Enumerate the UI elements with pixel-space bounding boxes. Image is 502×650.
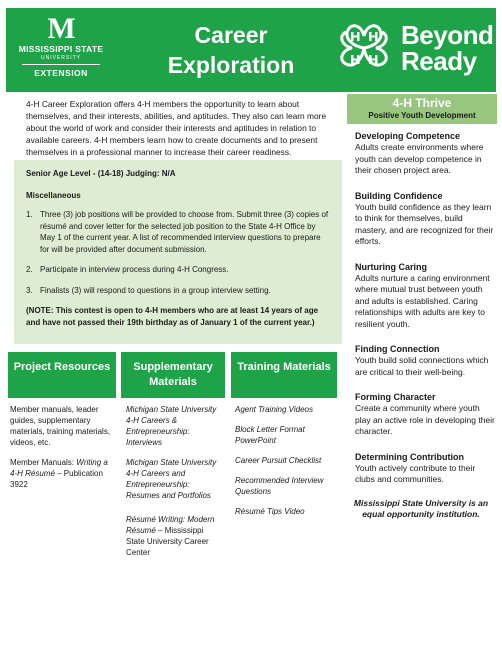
thrive-body [347,124,497,486]
thrive-section-heading: Finding Connection [355,344,440,354]
brand-line-2: Ready [401,46,477,76]
supplementary-item[interactable]: Michigan State University 4-H Careers & Entrepreneurship: Interviews [126,405,217,447]
training-materials-heading: Training Materials [231,352,337,398]
training-item[interactable]: Block Letter Format PowerPoint [235,425,305,445]
misc-list [26,209,332,296]
header-banner [6,8,496,92]
training-materials-body [231,398,337,532]
thrive-section-heading: Forming Character [355,392,436,402]
list-item-number: 2. [26,265,33,274]
training-item[interactable]: Agent Training Videos [235,405,313,414]
thrive-section [355,261,497,331]
msu-mark: M [47,12,75,45]
thrive-section-heading: Developing Competence [355,131,461,141]
misc-heading: Miscellaneous [26,190,81,200]
supplementary-materials-column [121,352,225,573]
list-item-text: Finalists (3) will respond to questions in a group interview setting. [40,285,271,295]
judging-box [14,160,342,344]
supplementary-item-title: Résumé Writing: Modern Résumé [126,515,215,535]
thrive-section-heading: Determining Contribution [355,451,464,462]
equal-opportunity-statement: Mississippi State University is an equal opportunity institution. [353,497,489,519]
judging-level-line: Senior Age Level - (14-18) Judging: N/A [26,169,176,178]
msu-name: MISSISSIPPI STATE [18,44,104,54]
project-resources-column [8,352,116,505]
member-manual-publication: – Publication 3922 [10,469,103,489]
list-item-text: Participate in interview process during 4-H Congress. [40,265,229,274]
thrive-section-text: Youth actively contribute to their clubs and communities. [355,462,476,484]
list-item [26,285,332,297]
supplementary-item[interactable]: Michigan State University 4-H Careers and Entrepreneurship: Resumes and Portfolios [126,458,217,500]
thrive-section-text: Youth build solid connections which are critical to their well-being. [355,355,489,377]
thrive-section [355,451,497,486]
thrive-title: 4-H Thrive [392,96,452,110]
list-item-text: Three (3) job positions will be provided to choose from. Submit three (3) copies of résumé and cover letter for the selected job position to the State 4-H Office by May 1 of the current year. A list of recommended interview questions to prepare for will be provided after document submission. [40,210,329,254]
title-line-2: Exploration [167,52,295,78]
training-materials-column [231,352,337,532]
msu-university: UNIVERSITY [40,55,81,61]
project-resources-body [8,398,116,505]
member-manuals-label: Member Manuals: [10,458,75,467]
thrive-section [355,343,497,378]
supplementary-item-source: – Mississippi State University Career Center [126,526,209,557]
training-item[interactable]: Recommended Interview Questions [235,476,324,496]
thrive-section-text: Adults nurture a caring environment where mutual trust between youth and adults is established. Caring relationships with adults are key to resilient youth. [355,272,490,329]
msu-rule [22,64,100,65]
thrive-sidebar [347,94,497,521]
thrive-header [347,94,497,124]
thrive-subtitle: Positive Youth Development [368,111,476,120]
thrive-section-text: Youth build confidence as they learn to think for themselves, build mastery, and are recognized for their efforts. [355,201,494,246]
title-line-1: Career [194,22,268,48]
supplementary-item[interactable] [126,514,223,558]
msu-extension-logo [16,12,106,86]
project-resources-heading: Project Resources [8,352,116,398]
member-manuals [10,457,114,490]
intro-paragraph: 4-H Career Exploration offers 4-H members the opportunity to learn about themselves, and their interests, abilities, and aptitudes. They also can learn more about the world of work and consider their interests and aptitudes in relation to available careers. 4-H members learn how to create documents and to present themselves in a professional manner to increase their career readiness. [26,99,327,157]
thrive-section [355,190,497,248]
thrive-section-heading: Nurturing Caring [355,261,427,272]
supplementary-materials-heading: Supplementary Materials [121,352,225,398]
thrive-section-heading: Building Confidence [355,190,443,201]
thrive-section [355,391,497,438]
thrive-section-text: Create a community where youth play an active role in developing their character. [355,403,495,436]
supplementary-materials-body [121,398,225,573]
list-item-number: 1. [26,210,33,219]
brand-line-1: Beyond [401,20,494,50]
training-item[interactable]: Résumé Tips Video [235,507,305,516]
thrive-section [355,130,497,177]
list-item-number: 3. [26,285,33,295]
eligibility-note: (NOTE: This contest is open to 4-H members who are at least 14 years of age and have not passed their 19th birthday as of January 1 of the current year.) [26,306,319,327]
beyond-ready-logo [401,22,493,74]
four-h-clover-icon [334,18,394,78]
training-item[interactable]: Career Pursuit Checklist [235,456,322,465]
thrive-section-text: Adults create environments where youth can develop competence in their chosen project area. [355,142,484,175]
msu-extension: EXTENSION [34,68,88,78]
project-resources-description: Member manuals, leader guides, supplementary materials, training materials, videos, etc. [10,405,111,447]
member-manual-title: Writing a 4-H Résumé [10,458,108,478]
list-item [26,264,332,276]
page-title [146,20,316,80]
list-item [26,209,332,255]
